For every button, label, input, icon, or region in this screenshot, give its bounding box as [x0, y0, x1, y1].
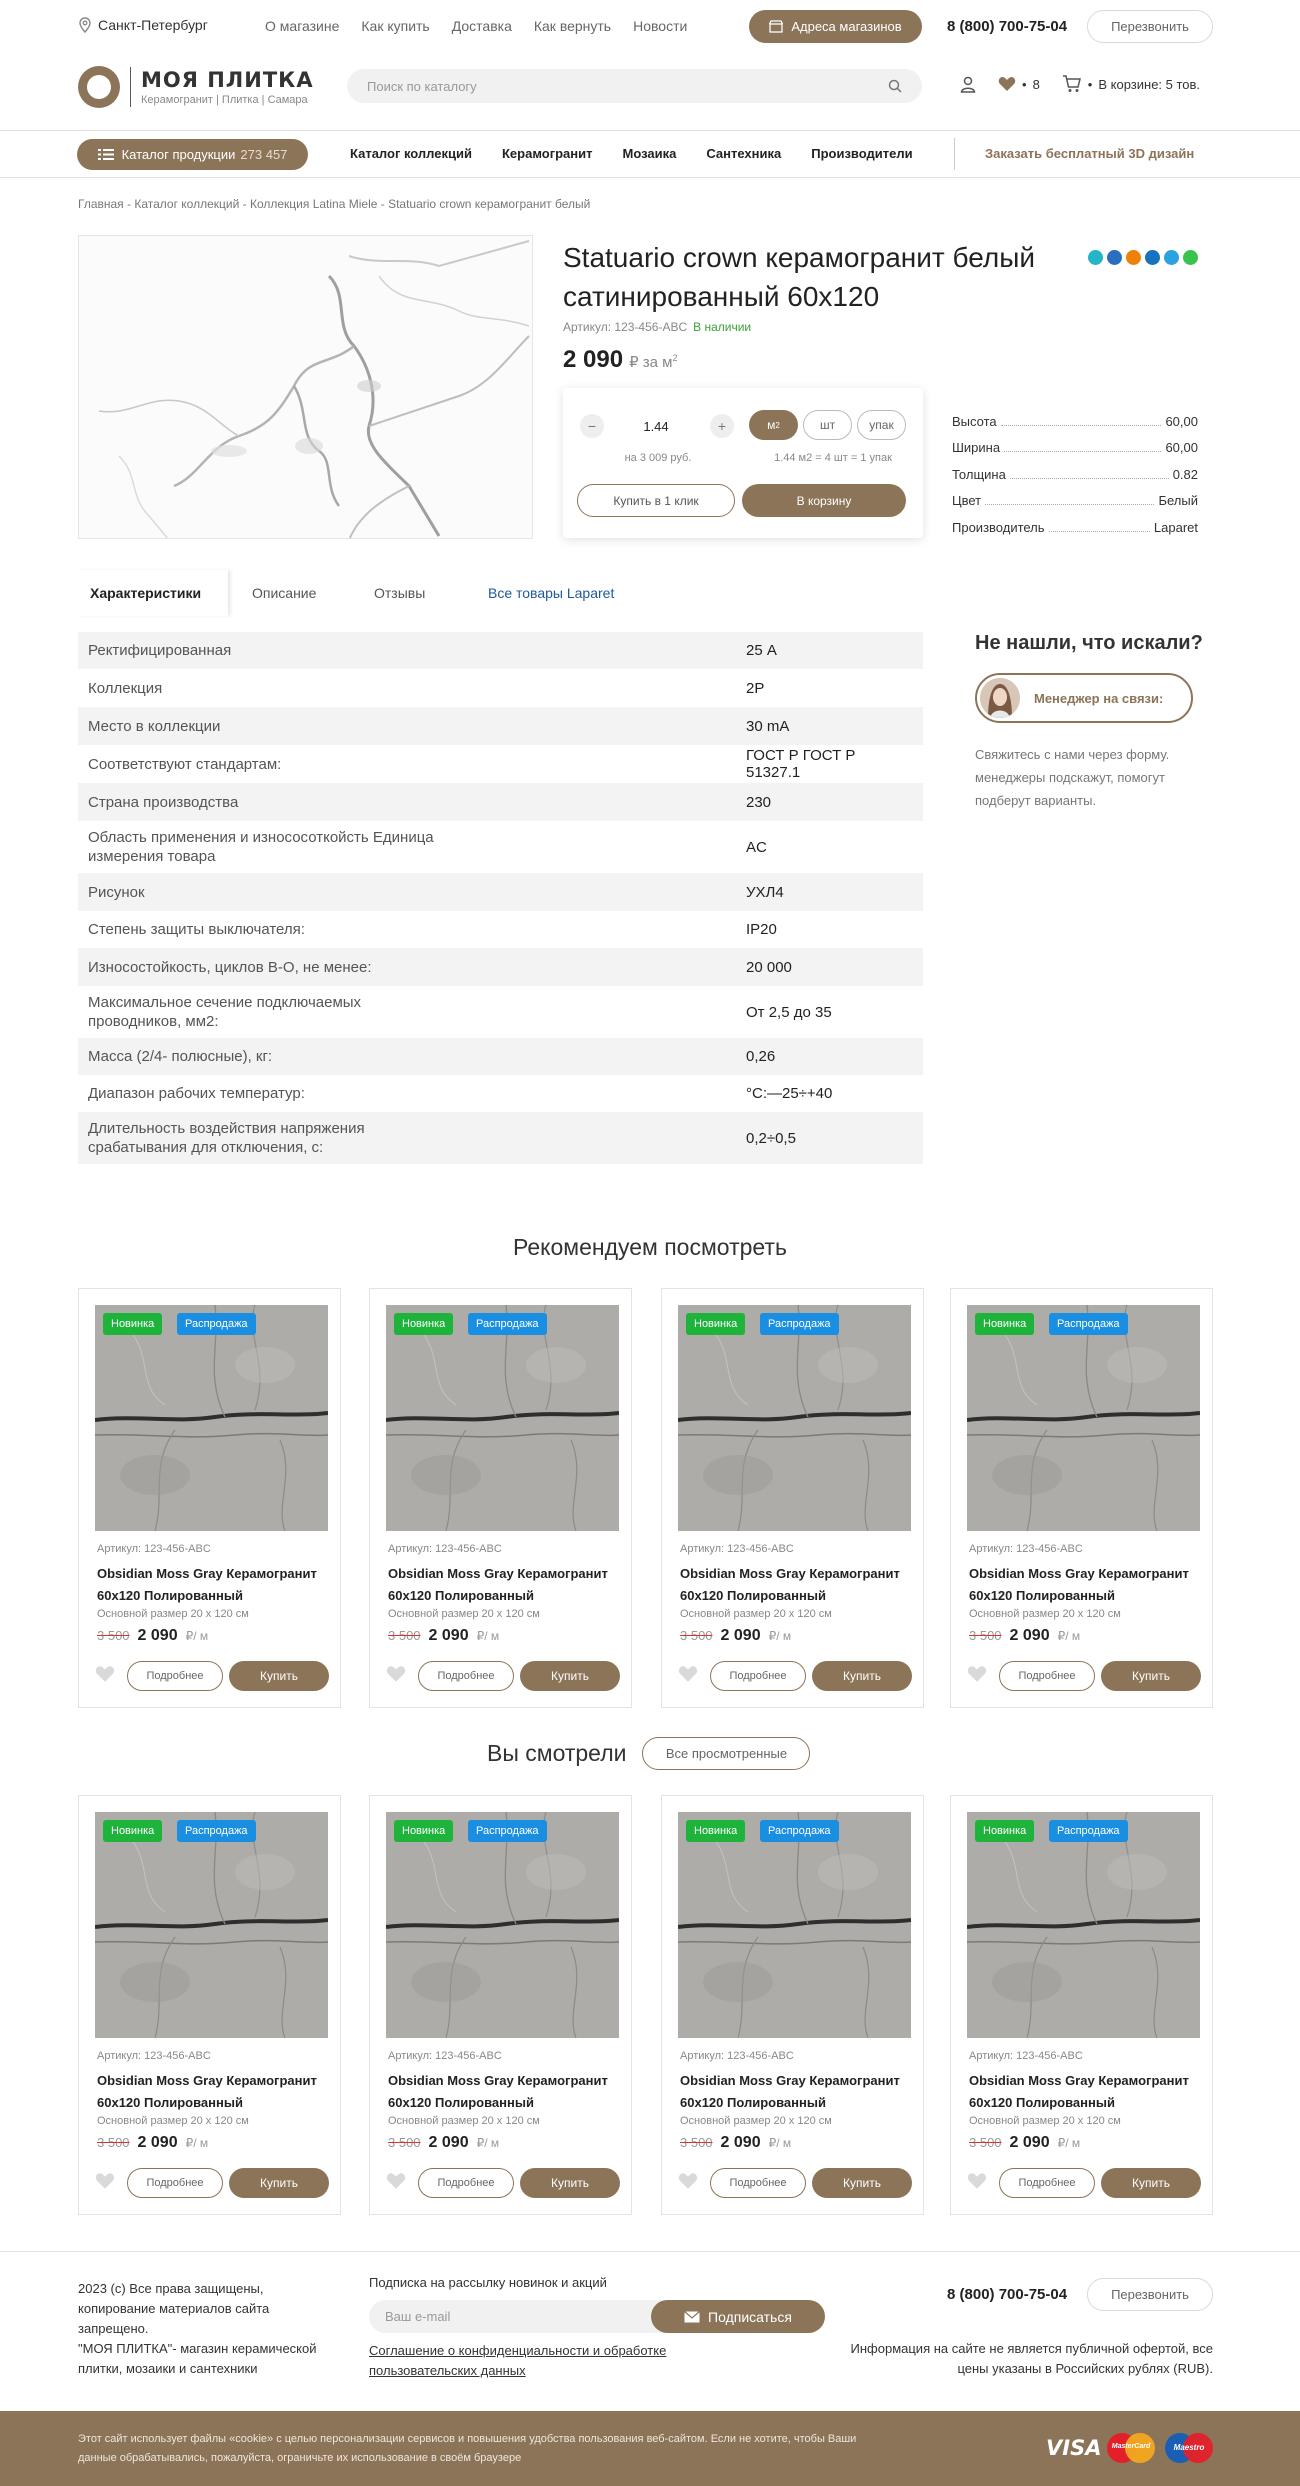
help-title: Не нашли, что искали? [975, 632, 1203, 654]
badge-new: Новинка [686, 1820, 745, 1842]
cookie-text: Этот сайт использует файлы «cookie» с целью персонализации сервисов и повышения удобства пользования веб-сайтом. Если не хотите, чтобы Ваши данные обрабатывались, пожалуйста, ограничьте их использование в своём браузере [78, 2433, 857, 2464]
qty-minus-button[interactable]: − [580, 414, 604, 438]
char-key: Место в коллекции [88, 717, 221, 735]
card-details-button[interactable]: Подробнее [710, 2168, 806, 2198]
tab-all-laparet[interactable]: Все товары Laparet [488, 585, 615, 601]
privacy-link[interactable]: Соглашение о конфиденциальности и обработке пользовательских данных [369, 2343, 667, 2378]
logo[interactable] [78, 66, 314, 108]
card-price [388, 1627, 499, 1645]
char-row [78, 1112, 923, 1164]
link-news[interactable]: Новости [633, 18, 688, 34]
badge-new: Новинка [394, 1313, 453, 1335]
nav-manufacturers[interactable]: Производители [811, 146, 913, 161]
card-buy-button[interactable]: Купить [229, 1661, 329, 1691]
card-sku: Артикул: 123-456-ABC [97, 2050, 211, 2062]
card-current-price: 2 090 [1009, 1627, 1050, 1644]
product-card[interactable] [78, 1288, 341, 1708]
card-unit: ₽/ м [185, 1629, 209, 1643]
char-key: Область применения и износосоткойсть Единица измерения товара [88, 829, 434, 865]
char-row [78, 986, 923, 1038]
card-unit: ₽/ м [1057, 2136, 1081, 2150]
card-unit: ₽/ м [185, 2136, 209, 2150]
badge-new: Новинка [103, 1313, 162, 1335]
card-image[interactable] [967, 1305, 1200, 1531]
card-image[interactable] [386, 1812, 619, 2038]
char-value: 0,26 [746, 1048, 776, 1065]
buy-box [563, 388, 923, 538]
card-current-price: 2 090 [720, 1627, 761, 1644]
callback-button[interactable]: Перезвонить [1087, 10, 1213, 43]
spec-row: Толщина 0.82 [952, 466, 1198, 482]
link-delivery[interactable]: Доставка [451, 18, 512, 34]
link-how-to-buy[interactable]: Как купить [361, 18, 430, 34]
card-current-price: 2 090 [1009, 2134, 1050, 2151]
product-card[interactable] [78, 1795, 341, 2215]
product-sku-line [563, 320, 751, 334]
char-value: 230 [746, 793, 772, 811]
card-current-price: 2 090 [137, 1627, 178, 1644]
card-unit: ₽/ м [1057, 1629, 1081, 1643]
spec-row: Производитель Laparet [952, 519, 1198, 535]
help-box [975, 632, 1205, 812]
char-value: 2P [746, 679, 765, 697]
card-image[interactable] [678, 1305, 911, 1531]
mastercard-logo: MasterCard [1107, 2433, 1155, 2463]
search-input[interactable] [347, 69, 922, 103]
card-unit: ₽/ м [768, 1629, 792, 1643]
footer-copyright: 2023 (с) Все права защищены, копирование материалов сайта запрещено. [78, 2281, 270, 2336]
maestro-logo: Maestro [1165, 2433, 1213, 2463]
cart[interactable] [1062, 75, 1200, 93]
viewed-all-button[interactable]: Все просмотренные [642, 1737, 810, 1770]
card-sku: Артикул: 123-456-ABC [969, 2050, 1083, 2062]
share-viber-icon[interactable] [1088, 250, 1103, 265]
char-row [78, 669, 923, 707]
city-label: Санкт-Петербург [98, 17, 208, 33]
card-unit: ₽/ м [476, 1629, 500, 1643]
product-card[interactable] [950, 1288, 1213, 1708]
card-favorite-icon[interactable] [678, 2172, 698, 2193]
share-mail-icon[interactable] [1145, 250, 1160, 265]
spec-row: Высота 60,00 [952, 413, 1198, 429]
favorites-dot: • [1022, 76, 1027, 92]
card-current-price: 2 090 [137, 2134, 178, 2151]
char-key: Степень защиты выключателя: [88, 921, 305, 938]
card-image[interactable] [967, 1812, 1200, 2038]
footer-about: "МОЯ ПЛИТКА"- магазин керамической плитки, мозаики и сантехники [78, 2341, 317, 2376]
card-size: Основной размер 20 х 120 см [97, 1608, 249, 1620]
product-card[interactable] [661, 1288, 924, 1708]
logo-icon [78, 66, 120, 108]
card-sku: Артикул: 123-456-ABC [388, 2050, 502, 2062]
card-favorite-icon[interactable] [967, 1665, 987, 1686]
card-name[interactable]: Obsidian Moss Gray Керамогранит 60x120 Полированный [680, 1566, 900, 1603]
breadcrumb[interactable]: Главная - Каталог коллекций - Коллекция Latina Miele - Statuario crown керамогранит белый [78, 197, 591, 211]
badge-sale: Распродажа [468, 1820, 547, 1842]
char-key: Максимальное сечение подключаемых проводников, мм2: [88, 994, 362, 1030]
card-buy-button[interactable]: Купить [812, 2168, 912, 2198]
favorites[interactable] [998, 76, 1040, 92]
card-favorite-icon[interactable] [386, 2172, 406, 2193]
card-favorite-icon[interactable] [967, 2172, 987, 2193]
card-old-price: 3 500 [680, 2135, 713, 2150]
product-card[interactable] [950, 1795, 1213, 2215]
char-key: Диапазон рабочих температур: [88, 1085, 305, 1102]
nav-divider [954, 138, 955, 170]
qty-total: на 3 009 руб. [624, 452, 692, 464]
char-key: Длительность воздействия напряжения срабатывания для отключения, с: [88, 1120, 365, 1156]
qty-plus-button[interactable]: + [710, 414, 734, 438]
card-old-price: 3 500 [969, 1628, 1002, 1643]
footer-info: Информация на сайте не является публичной офертой, все цены указаны в Российских рублях (RUB). [850, 2341, 1213, 2376]
top-phone[interactable]: 8 (800) 700-75-04 [947, 18, 1068, 35]
card-size: Основной размер 20 х 120 см [680, 2115, 832, 2127]
card-favorite-icon[interactable] [386, 1665, 406, 1686]
card-size: Основной размер 20 х 120 см [969, 1608, 1121, 1620]
share-whatsapp-icon[interactable] [1183, 250, 1198, 265]
nav-ceramic[interactable]: Керамогранит [501, 146, 593, 161]
subscribe-label-btn: Подписаться [708, 2308, 792, 2325]
card-old-price: 3 500 [388, 2135, 421, 2150]
card-image[interactable] [95, 1305, 328, 1531]
search-placeholder: Поиск по каталогу [367, 78, 477, 94]
char-value: AC [746, 838, 767, 856]
footer-callback-button[interactable]: Перезвонить [1087, 2278, 1213, 2311]
badge-sale: Распродажа [177, 1820, 256, 1842]
card-details-button[interactable]: Подробнее [127, 2168, 223, 2198]
share-telegram-icon[interactable] [1164, 250, 1179, 265]
card-details-button[interactable]: Подробнее [418, 1661, 514, 1691]
unit-m2[interactable]: м 2 [749, 410, 798, 440]
card-current-price: 2 090 [428, 1627, 469, 1644]
card-size: Основной размер 20 х 120 см [969, 2115, 1121, 2127]
top-links [265, 18, 687, 34]
badge-sale: Распродажа [1049, 1313, 1128, 1335]
stock-status: В наличии [693, 320, 752, 334]
stores-label: Адреса магазинов [791, 19, 902, 34]
card-name[interactable]: Obsidian Moss Gray Керамогранит 60x120 Полированный [388, 2073, 608, 2110]
user-icon[interactable] [960, 76, 976, 93]
char-value: ГОСТ Р ГОСТ Р 51327.1 [746, 747, 856, 781]
char-value: °С:—25÷+40 [746, 1085, 833, 1102]
char-row [78, 1038, 923, 1075]
card-details-button[interactable]: Подробнее [710, 1661, 806, 1691]
product-card[interactable] [661, 1795, 924, 2215]
help-text: Свяжитесь с нами через форму. менеджеры подскажут, помогут подберут варианты. [975, 747, 1170, 808]
card-old-price: 3 500 [680, 1628, 713, 1643]
manager-avatar [980, 678, 1020, 718]
card-image[interactable] [386, 1305, 619, 1531]
cart-label: В корзине: 5 тов. [1098, 76, 1201, 92]
card-price [969, 2134, 1080, 2152]
unit-pack[interactable]: упак [857, 410, 906, 440]
char-key: Страна производства [88, 793, 239, 811]
char-row [78, 707, 923, 745]
card-favorite-icon[interactable] [95, 1665, 115, 1686]
manager-label: Менеджер на связи: [1034, 690, 1164, 706]
nav-mosaic[interactable]: Мозаика [622, 146, 677, 161]
card-favorite-icon[interactable] [95, 2172, 115, 2193]
char-row [78, 783, 923, 821]
card-size: Основной размер 20 х 120 см [680, 1608, 832, 1620]
price-unit: ₽ за $м^2$ [629, 353, 678, 371]
char-row [78, 911, 923, 948]
char-value: 20 000 [746, 958, 792, 976]
card-buy-button[interactable]: Купить [520, 1661, 620, 1691]
search-icon[interactable] [888, 79, 902, 93]
card-details-button[interactable]: Подробнее [999, 1661, 1095, 1691]
logo-title: МОЯ ПЛИТКА [141, 68, 314, 92]
product-sku: Артикул: 123-456-ABC [563, 320, 688, 334]
stores-button[interactable] [749, 10, 922, 43]
badge-sale: Распродажа [760, 1820, 839, 1842]
card-old-price: 3 500 [97, 2135, 130, 2150]
card-buy-button[interactable]: Купить [812, 1661, 912, 1691]
recommend-title: Рекомендуем посмотреть [513, 1234, 787, 1260]
card-price [680, 2134, 791, 2152]
badge-sale: Распродажа [1049, 1820, 1128, 1842]
char-value: От 2,5 до 35 [746, 1003, 832, 1021]
card-unit: ₽/ м [768, 2136, 792, 2150]
envelope-icon [684, 2311, 700, 2323]
char-row [78, 821, 923, 873]
city-selector[interactable] [78, 17, 208, 33]
char-value: IP20 [746, 921, 777, 938]
card-buy-button[interactable]: Купить [229, 2168, 329, 2198]
char-key: Масса (2/4- полюсные), кг: [88, 1048, 273, 1065]
card-details-button[interactable]: Подробнее [127, 1661, 223, 1691]
card-name[interactable]: Obsidian Moss Gray Керамогранит 60x120 Полированный [97, 2073, 317, 2110]
badge-sale: Распродажа [468, 1313, 547, 1335]
char-key: Износостойкость, циклов В-О, не менее: [88, 958, 372, 976]
char-key: Коллекция [88, 679, 163, 697]
nav-links [350, 146, 913, 161]
price-value: 2 090 [563, 346, 624, 373]
share-vk-icon[interactable] [1107, 250, 1122, 265]
spec-row: Цвет Белый [952, 493, 1198, 509]
char-row [78, 745, 923, 783]
cart-dot: • [1087, 76, 1093, 92]
card-name[interactable]: Obsidian Moss Gray Керамогранит 60x120 Полированный [388, 1566, 608, 1603]
tab-characteristics[interactable]: Характеристики [78, 570, 228, 616]
characteristics-table [78, 632, 923, 1164]
card-unit: ₽/ м [476, 2136, 500, 2150]
card-favorite-icon[interactable] [678, 1665, 698, 1686]
cart-icon [1062, 75, 1082, 93]
link-return[interactable]: Как вернуть [533, 18, 612, 34]
card-buy-button[interactable]: Купить [520, 2168, 620, 2198]
badge-new: Новинка [686, 1313, 745, 1335]
card-current-price: 2 090 [720, 2134, 761, 2151]
badge-new: Новинка [975, 1313, 1034, 1335]
card-price [969, 1627, 1080, 1645]
catalog-label: Каталог продукции [121, 147, 236, 162]
add-to-cart-button[interactable]: В корзину [742, 484, 906, 517]
unit-pcs[interactable]: шт [803, 410, 852, 440]
catalog-count: 273 457 [240, 147, 288, 162]
char-row [78, 1075, 923, 1112]
manager-button[interactable] [975, 673, 1193, 723]
subscribe-label: Подписка на рассылку новинок и акций [369, 2275, 607, 2290]
card-current-price: 2 090 [428, 2134, 469, 2151]
card-name[interactable]: Obsidian Moss Gray Керамогранит 60x120 Полированный [969, 1566, 1189, 1603]
char-key: Рисунок [88, 883, 145, 901]
favorites-count: 8 [1032, 76, 1040, 92]
card-old-price: 3 500 [969, 2135, 1002, 2150]
card-sku: Артикул: 123-456-ABC [680, 2050, 794, 2062]
product-card[interactable] [369, 1795, 632, 2215]
card-name[interactable]: Obsidian Moss Gray Керамогранит 60x120 Полированный [97, 1566, 317, 1603]
logo-subtitle: Керамогранит | Плитка | Самара [141, 94, 308, 106]
spec-row: Ширина 60,00 [952, 440, 1198, 456]
product-image[interactable] [78, 235, 533, 539]
card-sku: Артикул: 123-456-ABC [97, 1543, 211, 1555]
footer-phone[interactable]: 8 (800) 700-75-04 [947, 2286, 1068, 2303]
card-size: Основной размер 20 х 120 см [97, 2115, 249, 2127]
card-size: Основной размер 20 х 120 см [388, 2115, 540, 2127]
logo-divider [130, 67, 131, 107]
card-price [388, 2134, 499, 2152]
product-specs [952, 408, 1198, 541]
nav-3d-design[interactable]: Заказать бесплатный 3D дизайн [985, 146, 1195, 161]
char-value: 25 А [746, 642, 777, 659]
subscribe-button[interactable] [651, 2300, 825, 2333]
card-price [680, 1627, 791, 1645]
nav-plumbing[interactable]: Сантехника [706, 146, 782, 161]
card-buy-button[interactable]: Купить [1101, 2168, 1201, 2198]
pack-info: 1.44 м2 = 4 шт = 1 упак [774, 452, 892, 464]
card-old-price: 3 500 [388, 1628, 421, 1643]
char-row [78, 948, 923, 986]
badge-new: Новинка [394, 1820, 453, 1842]
card-details-button[interactable]: Подробнее [999, 2168, 1095, 2198]
share-ok-icon[interactable] [1126, 250, 1141, 265]
viewed-header [487, 1737, 810, 1770]
card-price [97, 2134, 208, 2152]
share-buttons [1088, 250, 1198, 265]
card-buy-button[interactable]: Купить [1101, 1661, 1201, 1691]
char-key: Ректифицированная [88, 642, 232, 659]
card-name[interactable]: Obsidian Moss Gray Керамогранит 60x120 Полированный [969, 2073, 1189, 2110]
card-sku: Артикул: 123-456-ABC [969, 1543, 1083, 1555]
visa-logo: VISA [1046, 2436, 1102, 2460]
product-price [563, 346, 678, 374]
heart-icon [998, 76, 1016, 92]
char-key: Соответствуют стандартам: [88, 755, 282, 773]
header-icons [960, 75, 1200, 93]
qty-input[interactable]: 1.44 [643, 419, 669, 434]
cookie-bar [0, 2411, 1300, 2486]
tab-reviews[interactable]: Отзывы [374, 585, 426, 601]
marble-texture [79, 236, 533, 539]
card-name[interactable]: Obsidian Moss Gray Керамогранит 60x120 Полированный [680, 2073, 900, 2110]
catalog-button[interactable] [77, 139, 308, 170]
card-sku: Артикул: 123-456-ABC [388, 1543, 502, 1555]
email-placeholder: Ваш e-mail [385, 2309, 451, 2324]
viewed-title: Вы смотрели [487, 1740, 627, 1766]
card-sku: Артикул: 123-456-ABC [680, 1543, 794, 1555]
store-icon [769, 20, 783, 33]
card-details-button[interactable]: Подробнее [418, 2168, 514, 2198]
char-value: 0,2÷0,5 [746, 1129, 796, 1147]
nav-collections[interactable]: Каталог коллекций [350, 146, 472, 161]
card-image[interactable] [678, 1812, 911, 2038]
badge-new: Новинка [975, 1820, 1034, 1842]
char-row [78, 632, 923, 669]
location-pin-icon [78, 17, 92, 33]
card-price [97, 1627, 208, 1645]
badge-sale: Распродажа [177, 1313, 256, 1335]
char-value: УХЛ4 [746, 883, 784, 901]
badge-new: Новинка [103, 1820, 162, 1842]
char-value: 30 mA [746, 717, 790, 735]
product-card[interactable] [369, 1288, 632, 1708]
one-click-button[interactable]: Купить в 1 клик [577, 484, 735, 517]
list-icon [98, 148, 114, 161]
badge-sale: Распродажа [760, 1313, 839, 1335]
product-tabs [78, 570, 923, 616]
link-about[interactable]: О магазине [265, 18, 340, 34]
card-image[interactable] [95, 1812, 328, 2038]
tab-description[interactable]: Описание [252, 585, 317, 601]
product-title: Statuario crown керамогранит белый сатинированный 60х120 [563, 242, 1035, 312]
card-old-price: 3 500 [97, 1628, 130, 1643]
card-size: Основной размер 20 х 120 см [388, 1608, 540, 1620]
char-row [78, 873, 923, 911]
